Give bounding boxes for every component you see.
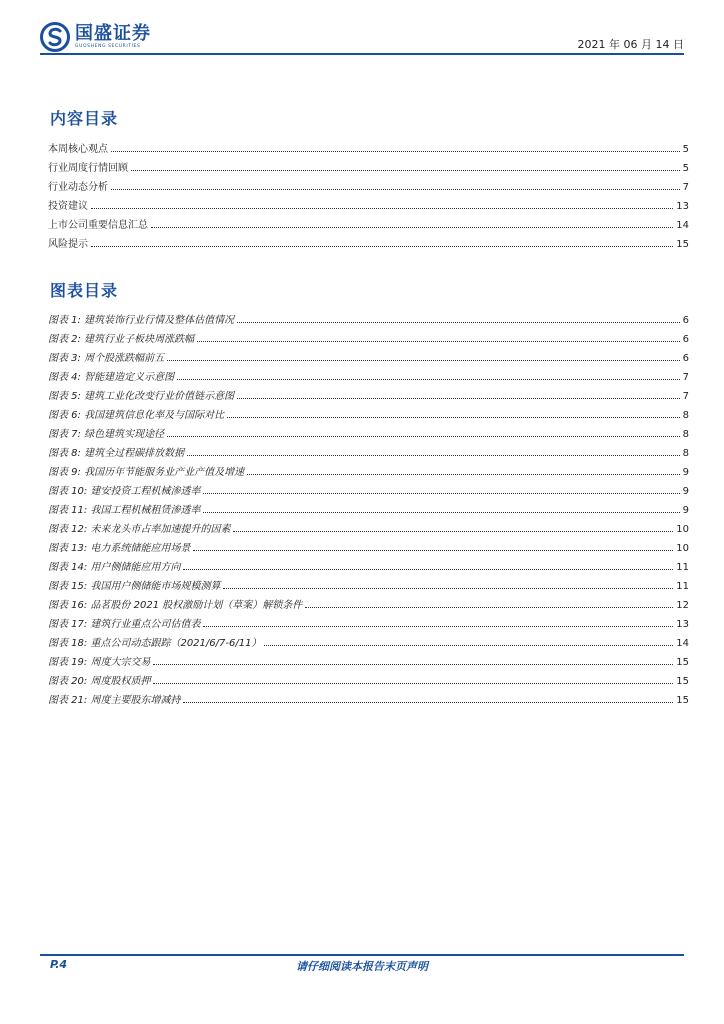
toc-entry[interactable] xyxy=(48,497,689,516)
toc-leader-dots xyxy=(131,169,680,171)
toc-leader-dots xyxy=(305,606,673,608)
toc-entry[interactable] xyxy=(48,668,689,687)
toc-entry-page: 6 xyxy=(682,315,689,326)
toc-entry-label: 图表 4: 智能建造定义示意图 xyxy=(48,372,175,383)
toc-entry[interactable] xyxy=(48,193,689,212)
toc-entry-label: 风险提示 xyxy=(48,239,88,250)
company-name-en: GUOSHENG SECURITIES xyxy=(75,44,141,49)
toc-entry-page: 5 xyxy=(682,144,689,155)
toc-leader-dots xyxy=(153,682,673,684)
toc-entry[interactable] xyxy=(48,630,689,649)
toc-entry-label: 行业动态分析 xyxy=(48,182,108,193)
toc-leader-dots xyxy=(167,359,680,361)
toc-entry-label: 图表 12: 未来龙头市占率加速提升的因素 xyxy=(48,524,231,535)
company-name-cn: 国盛证券 xyxy=(75,23,151,44)
toc-entry-page: 9 xyxy=(682,467,689,478)
toc-leader-dots xyxy=(197,340,680,342)
toc-entry-page: 6 xyxy=(682,353,689,364)
toc-leader-dots xyxy=(237,321,680,323)
toc-entry-page: 5 xyxy=(682,163,689,174)
toc-leader-dots xyxy=(177,378,680,380)
toc-leader-dots xyxy=(223,587,673,589)
toc-entry-label: 上市公司重要信息汇总 xyxy=(48,220,148,231)
toc-leader-dots xyxy=(111,150,680,152)
toc-entry-label: 本周核心观点 xyxy=(48,144,108,155)
toc-entry[interactable] xyxy=(48,516,689,535)
toc-entry-page: 11 xyxy=(676,562,689,573)
toc-entry-label: 图表 21: 周度主要股东增减持 xyxy=(48,695,181,706)
page-header xyxy=(0,0,724,60)
toc-entry-label: 图表 8: 建筑全过程碳排放数据 xyxy=(48,448,185,459)
toc-entry[interactable] xyxy=(48,364,689,383)
toc-entry-label: 图表 10: 建安投资工程机械渗透率 xyxy=(48,486,201,497)
company-logo xyxy=(40,22,151,52)
toc-leader-dots xyxy=(111,188,680,190)
toc-leader-dots xyxy=(193,549,673,551)
toc-leader-dots xyxy=(187,454,680,456)
toc-leader-dots xyxy=(247,473,680,475)
footer-disclaimer: 请仔细阅读本报告末页声明 xyxy=(296,960,428,973)
toc-entry-label: 图表 1: 建筑装饰行业行情及整体估值情况 xyxy=(48,315,235,326)
toc-entry[interactable] xyxy=(48,649,689,668)
toc-entry[interactable] xyxy=(48,478,689,497)
toc-entry-page: 9 xyxy=(682,486,689,497)
toc-entry-label: 图表 15: 我国用户侧储能市场规模测算 xyxy=(48,581,221,592)
toc-leader-dots xyxy=(264,644,673,646)
toc-entry[interactable] xyxy=(48,155,689,174)
toc-entry[interactable] xyxy=(48,136,689,155)
toc-entry-label: 图表 5: 建筑工业化改变行业价值链示意图 xyxy=(48,391,235,402)
toc-entry-page: 15 xyxy=(676,676,689,687)
toc-entry-label: 图表 18: 重点公司动态跟踪（2021/6/7-6/11） xyxy=(48,638,262,649)
toc-leader-dots xyxy=(203,492,679,494)
toc-leader-dots xyxy=(183,701,673,703)
toc-entry-label: 行业周度行情回顾 xyxy=(48,163,128,174)
toc-entry[interactable] xyxy=(48,326,689,345)
toc-entry-label: 图表 19: 周度大宗交易 xyxy=(48,657,151,668)
toc-leader-dots xyxy=(91,207,673,209)
toc-leader-dots xyxy=(203,625,673,627)
toc-entry-page: 6 xyxy=(682,334,689,345)
toc-entry-page: 10 xyxy=(676,524,689,535)
toc-entry-page: 8 xyxy=(682,429,689,440)
figures-title: 图表目录 xyxy=(50,281,119,300)
toc-entry[interactable] xyxy=(48,345,689,364)
toc-entry[interactable] xyxy=(48,212,689,231)
toc-entry[interactable] xyxy=(48,611,689,630)
toc-entry[interactable] xyxy=(48,687,689,706)
contents-title: 内容目录 xyxy=(50,109,119,128)
contents-list xyxy=(48,136,689,250)
toc-entry-label: 图表 9: 我国历年节能服务业产业产值及增速 xyxy=(48,467,245,478)
footer-divider xyxy=(40,954,684,956)
toc-entry-label: 图表 16: 品茗股份 2021 股权激励计划（草案）解锁条件 xyxy=(48,600,303,611)
toc-entry-page: 8 xyxy=(682,410,689,421)
toc-entry-label: 图表 17: 建筑行业重点公司估值表 xyxy=(48,619,201,630)
toc-leader-dots xyxy=(151,226,673,228)
toc-entry[interactable] xyxy=(48,383,689,402)
toc-entry-label: 图表 13: 电力系统储能应用场景 xyxy=(48,543,191,554)
toc-entry-label: 图表 11: 我国工程机械租赁渗透率 xyxy=(48,505,201,516)
toc-leader-dots xyxy=(153,663,673,665)
figures-list xyxy=(48,307,689,706)
toc-entry-page: 14 xyxy=(676,638,689,649)
toc-entry-page: 12 xyxy=(676,600,689,611)
toc-entry[interactable] xyxy=(48,440,689,459)
toc-entry-label: 图表 7: 绿色建筑实现途径 xyxy=(48,429,165,440)
toc-entry-page: 7 xyxy=(682,182,689,193)
toc-entry-page: 11 xyxy=(676,581,689,592)
toc-entry[interactable] xyxy=(48,573,689,592)
toc-entry-label: 图表 20: 周度股权质押 xyxy=(48,676,151,687)
toc-entry-page: 7 xyxy=(682,372,689,383)
toc-leader-dots xyxy=(233,530,673,532)
toc-entry-page: 15 xyxy=(676,239,689,250)
toc-leader-dots xyxy=(237,397,680,399)
toc-entry-page: 9 xyxy=(682,505,689,516)
report-date: 2021 年 06 月 14 日 xyxy=(577,38,684,51)
page-number: P.4 xyxy=(50,958,68,971)
toc-entry-page: 7 xyxy=(682,391,689,402)
toc-entry-label: 图表 14: 用户侧储能应用方向 xyxy=(48,562,181,573)
toc-entry[interactable] xyxy=(48,459,689,478)
toc-leader-dots xyxy=(183,568,673,570)
toc-entry-page: 8 xyxy=(682,448,689,459)
toc-entry[interactable] xyxy=(48,231,689,250)
toc-entry[interactable] xyxy=(48,307,689,326)
toc-leader-dots xyxy=(227,416,680,418)
toc-entry[interactable] xyxy=(48,554,689,573)
logo-icon xyxy=(40,22,70,52)
toc-entry-page: 13 xyxy=(676,201,689,212)
toc-entry-page: 14 xyxy=(676,220,689,231)
toc-entry-label: 投资建议 xyxy=(48,201,88,212)
toc-entry-label: 图表 6: 我国建筑信息化率及与国际对比 xyxy=(48,410,225,421)
toc-entry-page: 10 xyxy=(676,543,689,554)
toc-leader-dots xyxy=(167,435,680,437)
toc-entry[interactable] xyxy=(48,174,689,193)
header-divider xyxy=(40,53,684,55)
toc-entry-page: 15 xyxy=(676,657,689,668)
toc-entry[interactable] xyxy=(48,421,689,440)
toc-leader-dots xyxy=(91,245,673,247)
toc-entry[interactable] xyxy=(48,535,689,554)
toc-entry-page: 13 xyxy=(676,619,689,630)
toc-entry-label: 图表 3: 周个股涨跌幅前五 xyxy=(48,353,165,364)
toc-entry[interactable] xyxy=(48,592,689,611)
toc-entry-label: 图表 2: 建筑行业子板块周涨跌幅 xyxy=(48,334,195,345)
toc-leader-dots xyxy=(203,511,679,513)
toc-entry-page: 15 xyxy=(676,695,689,706)
toc-entry[interactable] xyxy=(48,402,689,421)
